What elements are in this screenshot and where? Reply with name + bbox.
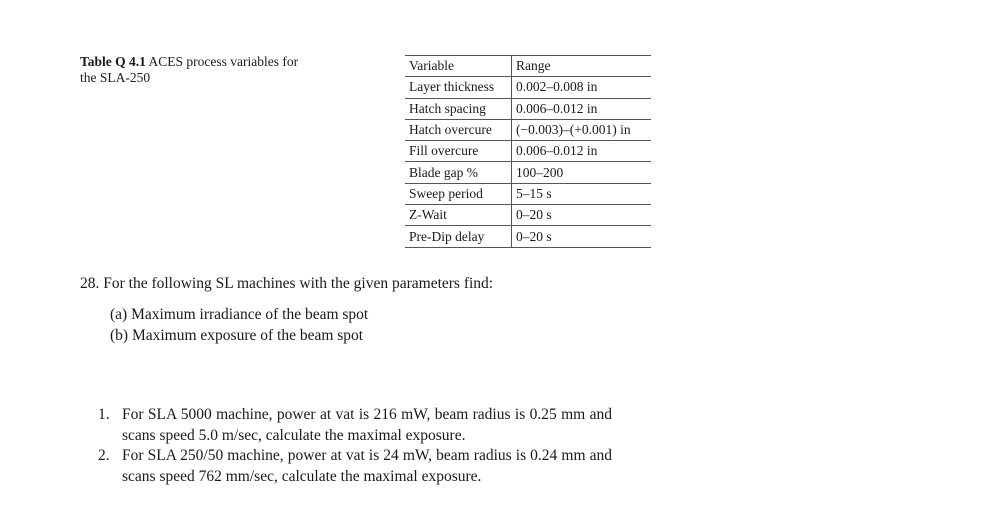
table-row [405, 226, 651, 247]
header-range: Range [512, 56, 652, 77]
range-cell: (−0.003)–(+0.001) in [512, 119, 652, 140]
range-cell: 5–15 s [512, 183, 652, 204]
question-part-b: (b) Maximum exposure of the beam spot [110, 327, 364, 344]
table-row [405, 77, 651, 98]
header-variable: Variable [405, 56, 512, 77]
table-header-row [405, 56, 651, 77]
process-variables-table [405, 55, 651, 248]
question-heading: 28. For the following SL machines with the given parameters find: [80, 275, 494, 292]
table-row [405, 119, 651, 140]
list-item [98, 405, 612, 446]
table-row [405, 205, 651, 226]
table-row [405, 162, 651, 183]
variable-cell: Hatch spacing [405, 98, 512, 119]
item-number: 2. [98, 447, 110, 465]
question-part-a: (a) Maximum irradiance of the beam spot [110, 306, 369, 323]
caption-label: Table Q 4.1 [80, 54, 146, 69]
table-row [405, 98, 651, 119]
range-cell: 0–20 s [512, 226, 652, 247]
variable-cell: Hatch overcure [405, 119, 512, 140]
item-number: 1. [98, 406, 110, 423]
item-text: For SLA 250/50 machine, power at vat is 24 mW, beam radius is 0.24 mm and scans speed 762 mm/sec, calculate the maximal exposure. [122, 447, 612, 485]
variable-cell: Sweep period [405, 183, 512, 204]
variable-cell: Layer thickness [405, 77, 512, 98]
range-cell: 0.006–0.012 in [512, 141, 652, 162]
variable-cell: Z-Wait [405, 205, 512, 226]
range-cell: 0–20 s [512, 205, 652, 226]
range-cell: 0.002–0.008 in [512, 77, 652, 98]
range-cell: 100–200 [512, 162, 652, 183]
table-row [405, 141, 651, 162]
caption-text: ACES process variables for the SLA-250 [80, 54, 299, 85]
variable-cell: Fill overcure [405, 141, 512, 162]
range-cell: 0.006–0.012 in [512, 98, 652, 119]
variable-cell: Pre-Dip delay [405, 226, 512, 247]
item-text: For SLA 5000 machine, power at vat is 216 mW, beam radius is 0.25 mm and scans speed 5.0 m/sec, calculate the maximal exposure. [122, 406, 612, 444]
table-row [405, 183, 651, 204]
variable-cell: Blade gap % [405, 162, 512, 183]
machine-list [98, 405, 612, 487]
table-caption [80, 54, 300, 86]
list-item [98, 446, 612, 487]
